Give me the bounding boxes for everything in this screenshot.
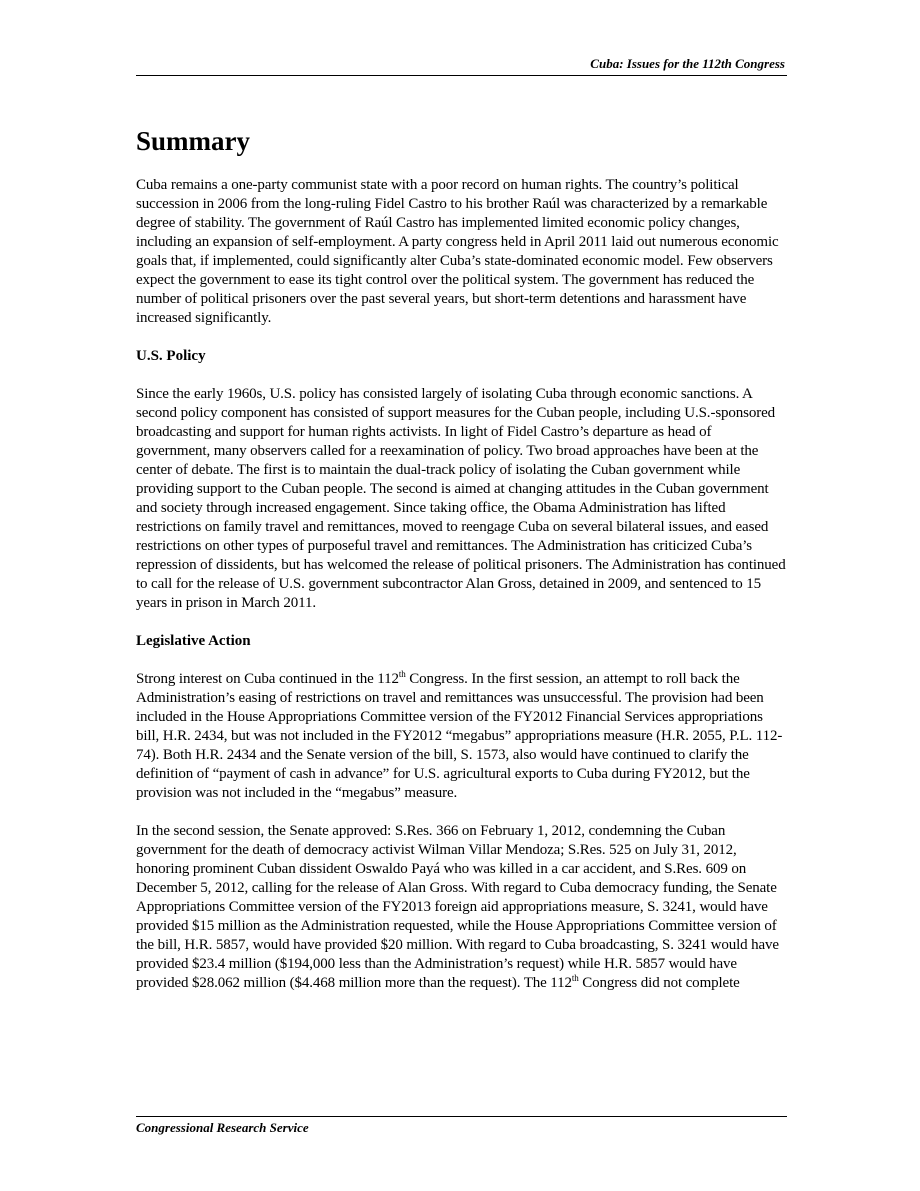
legislative-action-paragraph-1 bbox=[136, 670, 788, 803]
paragraph-text: Congress did not complete bbox=[578, 975, 740, 991]
ordinal-superscript: th bbox=[571, 973, 579, 983]
summary-paragraph: Cuba remains a one-party communist state with a poor record on human rights. The country’s political succession in 2006 from the long-ruling Fidel Castro to his brother Raúl was characterized by a remarkable degree of stability. The government of Raúl Castro has implemented limited economic policy changes, including an expansion of self-employment. A party congress held in April 2011 laid out numerous economic goals that, if implemented, could significantly alter Cuba’s state-dominated economic model. Few observers expect the government to ease its tight control over the political system. The government has reduced the number of political prisoners over the past several years, but short-term detentions and harassment have increased significantly. bbox=[136, 177, 779, 326]
header-rule bbox=[136, 75, 787, 76]
legislative-action-paragraph-2 bbox=[136, 822, 788, 993]
us-policy-heading: U.S. Policy bbox=[136, 348, 206, 364]
page-content bbox=[136, 124, 788, 1012]
running-header: Cuba: Issues for the 112th Congress bbox=[590, 56, 785, 71]
footer-organization: Congressional Research Service bbox=[136, 1120, 309, 1135]
ordinal-superscript: th bbox=[398, 669, 406, 679]
paragraph-text: Strong interest on Cuba continued in the 112 bbox=[136, 671, 399, 687]
paragraph-text: Congress. In the first session, an attempt to roll back the Administration’s easing of restrictions on travel and remittances was unsuccessful. The provision had been included in the House Appropriations Committee version of the FY2012 Financial Services appropriations bill, H.R. 2434, but was not included in the FY2012 “megabus” appropriations measure (H.R. 2055, P.L. 112-74). Both H.R. 2434 and the Senate version of the bill, S. 1573, also would have continued to clarify the definition of “payment of cash in advance” for U.S. agricultural exports to Cuba during FY2012, but the provision was not included in the “megabus” measure. bbox=[136, 671, 783, 801]
legislative-action-heading: Legislative Action bbox=[136, 633, 251, 649]
us-policy-paragraph: Since the early 1960s, U.S. policy has consisted largely of isolating Cuba through economic sanctions. A second policy component has consisted of support measures for the Cuban people, including U.S.-sponsored broadcasting and support for human rights activists. In light of Fidel Castro’s departure as head of government, many observers called for a reexamination of policy. Two broad approaches have been at the center of debate. The first is to maintain the dual-track policy of isolating the Cuban government while providing support to the Cuban people. The second is aimed at changing attitudes in the Cuban government and society through increased engagement. Since taking office, the Obama Administration has lifted restrictions on family travel and remittances, moved to reengage Cuba on several bilateral issues, and eased restrictions on other types of purposeful travel and remittances. The Administration has criticized Cuba’s repression of dissidents, but has welcomed the release of political prisoners. The Administration has continued to call for the release of U.S. government subcontractor Alan Gross, detained in 2009, and sentenced to 15 years in prison in March 2011. bbox=[136, 386, 786, 611]
footer-rule bbox=[136, 1116, 787, 1117]
summary-heading: Summary bbox=[136, 126, 250, 156]
paragraph-text: In the second session, the Senate approved: S.Res. 366 on February 1, 2012, condemning the Cuban government for the death of democracy activist Wilman Villar Mendoza; S.Res. 525 on July 31, 2012, honoring prominent Cuban dissident Oswaldo Payá who was killed in a car accident, and S.Res. 609 on December 5, 2012, calling for the release of Alan Gross. With regard to Cuba democracy funding, the Senate Appropriations Committee version of the FY2013 foreign aid appropriations measure, S. 3241, would have provided $15 million as the Administration requested, while the House Appropriations Committee version of the bill, H.R. 5857, would have provided $20 million. With regard to Cuba broadcasting, S. 3241 would have provided $23.4 million ($194,000 less than the Administration’s request) while H.R. 5857 would have provided $28.062 million ($4.468 million more than the request). The 112 bbox=[136, 823, 779, 991]
